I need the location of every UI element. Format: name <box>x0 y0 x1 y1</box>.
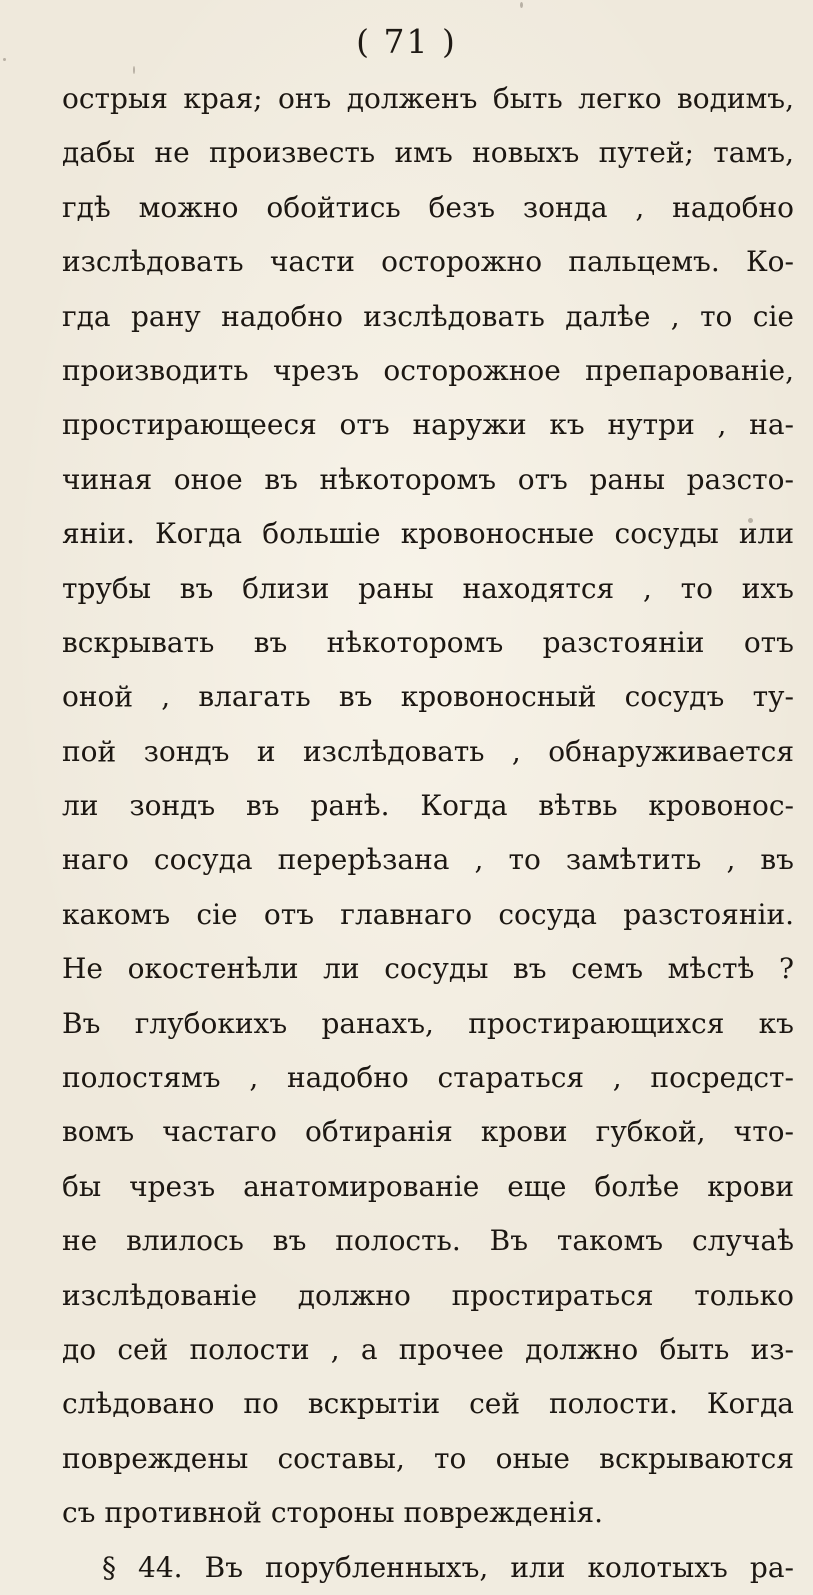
text-line: наго сосуда перерѣзана , то замѣтить , въ <box>62 843 794 877</box>
text-line: изслѣдованіе должно простираться только <box>62 1278 794 1312</box>
body-text <box>62 72 794 1595</box>
text-line: чиная оное въ нѣкоторомъ отъ раны разсто- <box>62 462 794 496</box>
text-line: изслѣдовать части осторожно пальцемъ. Ко- <box>62 245 794 279</box>
text-line: вомъ частаго обтиранія крови губкой, что- <box>62 1115 794 1149</box>
text-line: оной , влагать въ кровоносный сосудъ ту- <box>62 680 794 714</box>
text-line: Въ глубокихъ ранахъ, простирающихся къ <box>62 1006 794 1040</box>
text-line: повреждены составы, то оные вскрываются <box>62 1441 794 1475</box>
text-line: слѣдовано по вскрытіи сей полости. Когда <box>62 1387 794 1421</box>
text-line: полостямъ , надобно стараться , посредст- <box>62 1061 794 1095</box>
text-line: бы чрезъ анатомированіе еще болѣе крови <box>62 1169 794 1203</box>
text-line: простирающееся отъ наружи къ нутри , на- <box>62 408 794 442</box>
text-line: какомъ сіе отъ главнаго сосуда разстояніи. <box>62 897 794 931</box>
text-line: острыя края; онъ долженъ быть легко водимъ, <box>62 82 794 115</box>
paper-speck <box>520 2 523 8</box>
text-line: ли зондъ въ ранѣ. Когда вѣтвь кровонос- <box>62 789 794 823</box>
text-line: дабы не произвесть имъ новыхъ путей; тамъ, <box>62 136 794 170</box>
text-line: гдѣ можно обойтись безъ зонда , надобно <box>62 190 794 224</box>
text-line: вскрывать въ нѣкоторомъ разстояніи отъ <box>62 625 794 659</box>
text-line: съ противной стороны поврежденія. <box>62 1496 604 1530</box>
text-line: трубы въ близи раны находятся , то ихъ <box>62 571 794 605</box>
text-line: Не окостенѣли ли сосуды въ семъ мѣстѣ ? <box>62 952 794 986</box>
text-line: производить чрезъ осторожное препарованіе, <box>62 353 794 387</box>
page-number: ( 71 ) <box>356 22 457 61</box>
text-line: яніи. Когда большіе кровоносные сосуды или <box>62 517 794 551</box>
text-line: до сей полости , а прочее должно быть из- <box>62 1332 794 1366</box>
text-line: не влилось въ полость. Въ такомъ случаѣ <box>62 1224 794 1258</box>
text-line: гда рану надобно изслѣдовать далѣе , то сіе <box>62 299 794 333</box>
text-line: пой зондъ и изслѣдовать , обнаруживается <box>62 734 794 768</box>
section-line: § 44. Въ порубленныхъ, или колотыхъ ра- <box>102 1550 794 1584</box>
